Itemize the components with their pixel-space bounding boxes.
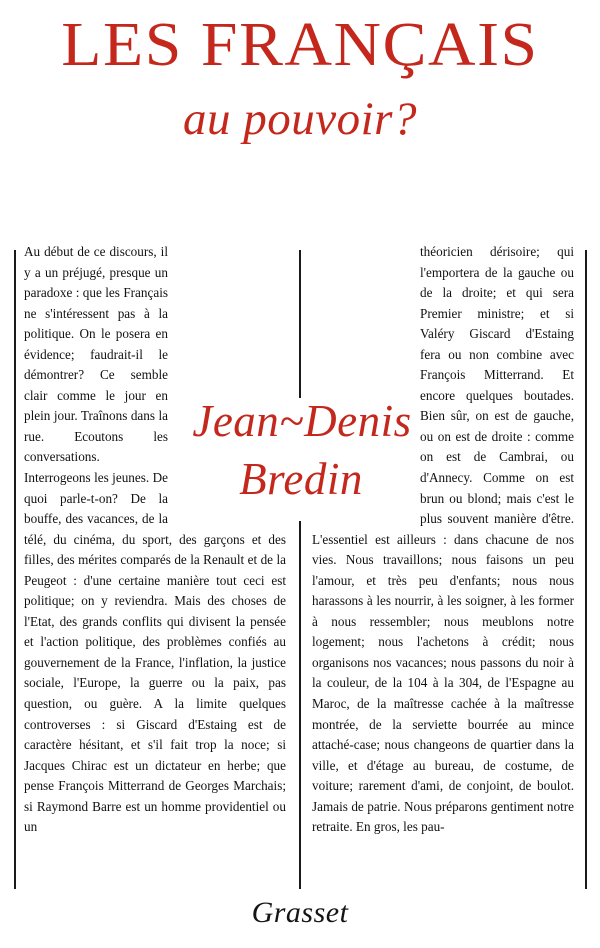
author-name-line-1: Jean~Denis xyxy=(192,396,412,446)
excerpt-column-left xyxy=(24,242,286,838)
column-rule-middle-upper xyxy=(299,250,301,398)
column-rule-right xyxy=(585,250,587,889)
author-name-cutout-right xyxy=(312,402,420,524)
page-subtitle: au pouvoir? xyxy=(183,93,417,145)
publisher-logo: Grasset xyxy=(251,896,349,929)
excerpt-text-right: théoricien dérisoire; qui l'emportera de la gauche ou de la droite; et qui sera Premier ministre; et si Valéry Giscard d'Estaing fera ou non combine avec François Mitterrand. Et encore quelques boutades. Bien sûr, on est de gauche, ou on est de droite : comme on est de Cambrai, ou d'Annecy. Comme on est brun ou blond; mais c'est le plus souvent manière d'être. L'essentiel est ailleurs : dans chacune de nos vies. Nous travaillons; nous faisons un peu l'amour, et très peu d'enfants; nous nous harassons à les nourrir, à les soigner, à les former à nous ressembler; nous meublons notre logement; nous l'achetons à crédit; nous organisons nos vacances; nous passons du noir à la couleur, de la 104 à la 304, de l'Espagne au Maroc, de la maîtresse cachée à la maîtresse montrée, de la serviette bourrée au mince attaché-case; nous changeons de quartier dans la ville, et d'étage au bureau, de costume, de voiture; rarement d'ami, de conjoint, de boulot. Jamais de patrie. Nous préparons gentiment notre retraite. En gros, les pau- xyxy=(312,244,574,835)
column-rule-left xyxy=(14,250,16,889)
page-title: LES FRANÇAIS xyxy=(61,11,539,79)
author-name-cutout-left xyxy=(168,401,286,528)
author-name-line-2: Bredin xyxy=(239,454,363,504)
title-block xyxy=(0,0,600,215)
excerpt-column-right xyxy=(312,242,574,838)
excerpt-body xyxy=(0,238,600,890)
column-rule-middle-lower xyxy=(299,521,301,889)
excerpt-text-left: Au début de ce discours, il y a un préjugé, presque un paradoxe : que les Français ne s'intéressent pas à la politique. On le posera en évidence; faudrait-il le démontrer? Ce semble clair comme le jour en plein jour. Traînons dans la rue. Ecoutons les conversations. Interrogeons les jeunes. De quoi parle-t-on? De la bouffe, des vacances, de la télé, du cinéma, du sport, des garçons et des filles, des mérites comparés de la Renault et de la Peugeot : d'une certaine manière tout ceci est politique; on y reviendra. Mais des choses de l'Etat, des grands conflits qui divisent la pensée et l'action politique, des problèmes confiés au gouvernement de la France, l'inflation, la justice sociale, l'Europe, la guerre ou la paix, pas question, ou guère. A la limite quelques controverses : si Giscard d'Estaing est de caractère hésitant, et s'il fait trop la noce; si Jacques Chirac est un dictateur en herbe; que pense François Mitterrand de Georges Marchais; si Raymond Barre est un homme providentiel ou un xyxy=(24,244,286,835)
